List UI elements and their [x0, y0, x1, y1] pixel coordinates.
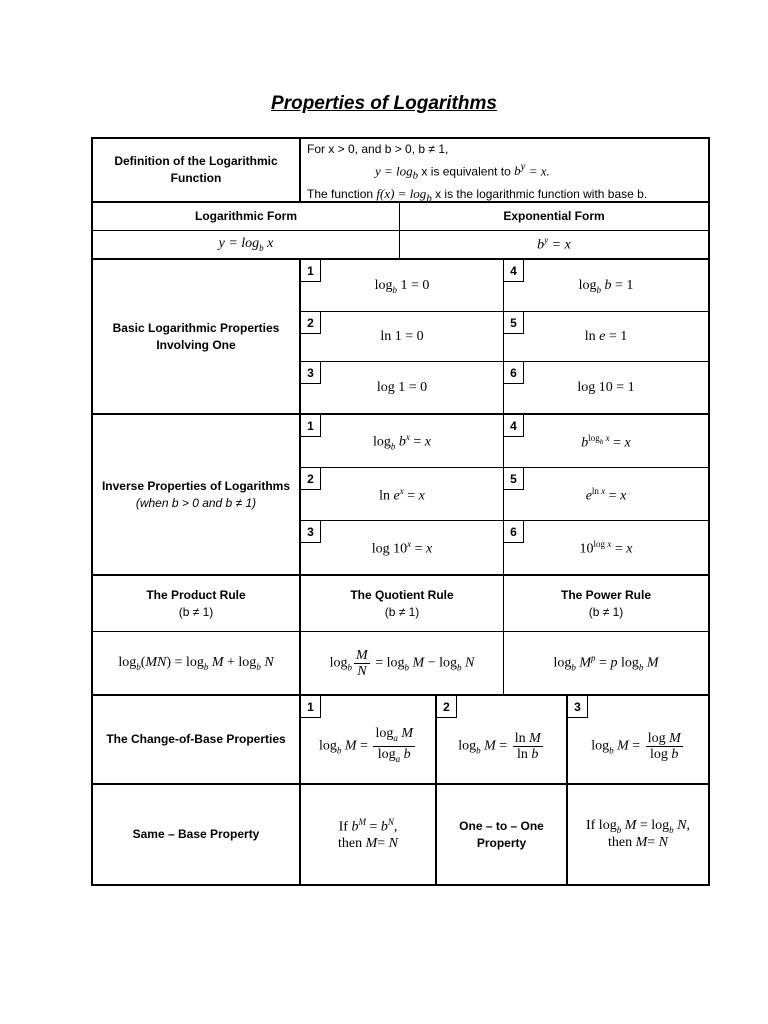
inverse-number-5: 5 — [504, 468, 524, 490]
item-number-3: 3 — [301, 362, 321, 384]
table-border-bottom — [91, 884, 710, 886]
one-to-one-label: One – to – One Property — [459, 818, 544, 850]
definition-label-line2: Function — [170, 171, 222, 185]
definition-label-line1: Definition of the Logarithmic — [114, 154, 278, 168]
quotient-rule-header: The Quotient Rule (b ≠ 1) — [350, 587, 454, 619]
definition-equivalent-text: x is equivalent to — [418, 164, 515, 179]
definition-eq-x: = x. — [525, 163, 550, 179]
item-number-5: 5 — [504, 312, 524, 334]
inverse-number-6: 6 — [504, 521, 524, 543]
inverse-number-3: 3 — [301, 521, 321, 543]
definition-text — [307, 140, 707, 208]
definition-line1: For x > 0, and b > 0, b ≠ 1, — [307, 142, 449, 156]
inverse-property-4: $b^{log_b x} = x$ — [581, 432, 631, 451]
basic-property-6: log 10 = 1 — [577, 380, 635, 395]
inverse-property-1: $\log_b b^x = x$ — [372, 432, 431, 452]
exp-form-value: $b^y = x$ — [537, 235, 571, 253]
basic-one-label-cell: Basic Logarithmic Properties Involving One — [112, 320, 280, 352]
change-of-base-1: $\log_b M$ = $\frac{\log_a M}{\log_a b}$ — [318, 726, 414, 764]
definition-line3: The function $f(x) = \log_b x$ is the logarithmic function with base b. — [307, 185, 648, 205]
definition-function-math: f(x) = log — [376, 185, 427, 201]
inverse-property-6: $10^{log x} = x$ — [579, 539, 633, 557]
exp-form-math: = x — [548, 237, 571, 253]
power-rule-header: The Power Rule (b ≠ 1) — [560, 587, 652, 619]
log-form-math: y = log — [218, 236, 260, 252]
table-border-right — [708, 137, 710, 886]
basic-property-3: log 1 = 0 — [376, 380, 428, 395]
basic-property-5: ln e = 1 — [584, 329, 628, 344]
inverse-property-5: $e^{ln x} = x$ — [585, 485, 627, 504]
item-number-4: 4 — [504, 260, 524, 282]
inverse-number-4: 4 — [504, 415, 524, 437]
basic-property-4: $\log_b b = 1$ — [578, 278, 634, 295]
definition-line2: $y = \log_b x$ is equivalent to $b^y = x$. — [375, 161, 550, 182]
definition-function-post: x is the logarithmic function with base b. — [431, 186, 648, 201]
basic-property-1: $\log_b 1 = 0$ — [374, 278, 430, 295]
definition-eq-y: y = log — [375, 163, 413, 179]
log-form-header: Logarithmic Form — [194, 209, 297, 223]
change-number-3: 3 — [568, 696, 588, 718]
change-of-base-label: The Change-of-Base Properties — [106, 732, 286, 746]
product-rule-header: The Product Rule (b ≠ 1) — [146, 587, 246, 619]
quotient-rule-formula: $\log_b$ $\frac{M}{N}$ = $\log_b M - \log_b N$ — [329, 647, 475, 679]
column-divider — [299, 137, 301, 202]
definition-function-text: The function — [307, 186, 377, 201]
same-base-formula: If $b^M = b^N$, then M= N — [337, 817, 399, 851]
item-number-6: 6 — [504, 362, 524, 384]
change-of-base-3: $\log_b M$ = $\frac{\text{log M}}{\text{log b}}$ — [591, 731, 681, 762]
exp-form-header: Exponential Form — [503, 209, 605, 223]
item-number-2: 2 — [301, 312, 321, 334]
inverse-label-cell: Inverse Properties of Logarithms (when b > 0 and b ≠ 1) — [101, 478, 291, 510]
product-rule-formula: $\log_b(MN) = \log_b M + \log_b N$ — [118, 654, 274, 672]
change-number-2: 2 — [437, 696, 457, 718]
inverse-number-1: 1 — [301, 415, 321, 437]
one-to-one-formula: If $\log_b M = \log_b N$, then M= N — [585, 818, 691, 850]
basic-property-2: ln 1 = 0 — [380, 329, 424, 344]
inverse-property-3: log 10$^x$ = x — [371, 539, 433, 557]
definition-label-cell — [93, 139, 299, 201]
item-number-1: 1 — [301, 260, 321, 282]
change-of-base-2: $\log_b M$ = $\frac{\text{ln M}}{\text{ln b}}$ — [458, 731, 541, 762]
power-rule-formula: $\log_b M^p = p$ $\log_b M$ — [553, 653, 659, 673]
change-number-1: 1 — [301, 696, 321, 718]
same-base-label: Same – Base Property — [132, 827, 260, 841]
inverse-property-2: $\ln e^x = x$ — [379, 485, 425, 504]
page-title: Properties of Logarithms — [271, 93, 497, 114]
inverse-number-2: 2 — [301, 468, 321, 490]
log-form-value: $y = \log_b x$ — [218, 236, 274, 253]
